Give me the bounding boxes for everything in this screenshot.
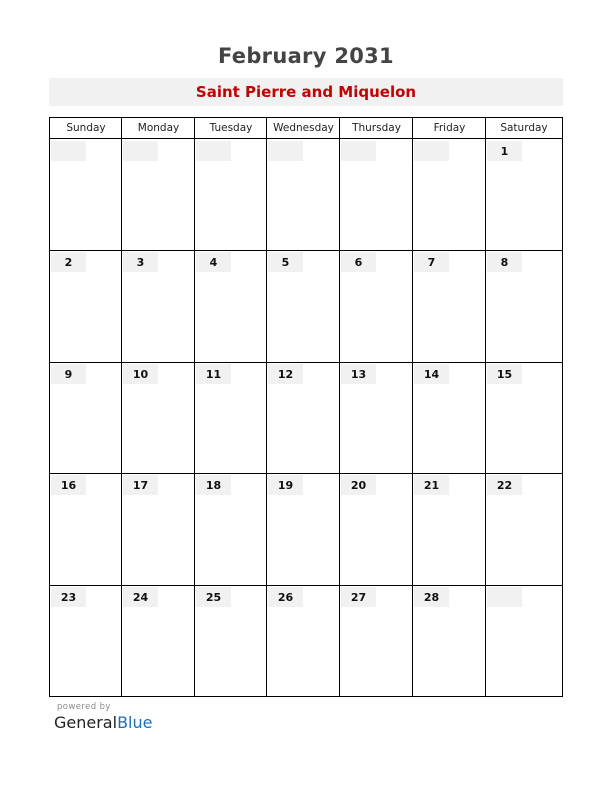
region-name: Saint Pierre and Miquelon <box>195 83 417 101</box>
day-number: 26 <box>268 587 303 607</box>
day-number: 4 <box>196 252 231 272</box>
day-number: 19 <box>268 475 303 495</box>
day-number: 25 <box>196 587 231 607</box>
weekday-header: Wednesday <box>273 122 334 134</box>
day-number: 7 <box>414 252 449 272</box>
day-cell[interactable] <box>486 474 561 585</box>
day-cell[interactable] <box>122 251 194 362</box>
day-cell[interactable] <box>267 363 339 473</box>
day-number: 23 <box>51 587 86 607</box>
weekday-header: Sunday <box>66 122 106 134</box>
day-number: 8 <box>487 252 522 272</box>
day-number: 6 <box>341 252 376 272</box>
day-number: 18 <box>196 475 231 495</box>
day-cell[interactable] <box>195 140 266 250</box>
day-cell[interactable] <box>122 363 194 473</box>
day-number: 24 <box>123 587 158 607</box>
day-number: 3 <box>123 252 158 272</box>
weekday-header: Tuesday <box>209 122 253 134</box>
calendar-grid <box>49 117 563 697</box>
day-number: 12 <box>268 364 303 384</box>
day-cell[interactable] <box>413 474 485 585</box>
day-number: 10 <box>123 364 158 384</box>
day-number: 5 <box>268 252 303 272</box>
day-cell[interactable] <box>413 251 485 362</box>
day-cell[interactable] <box>122 586 194 696</box>
day-cell[interactable] <box>486 586 561 696</box>
day-number <box>51 141 86 161</box>
brand-blue: Blue <box>117 713 153 732</box>
day-number: 21 <box>414 475 449 495</box>
weekday-header: Thursday <box>352 122 401 134</box>
day-number: 16 <box>51 475 86 495</box>
day-number: 15 <box>487 364 522 384</box>
day-cell[interactable] <box>413 140 485 250</box>
day-number <box>268 141 303 161</box>
powered-by-label: powered by <box>57 702 111 712</box>
day-number: 22 <box>487 475 522 495</box>
day-cell[interactable] <box>195 586 266 696</box>
day-cell[interactable] <box>50 363 121 473</box>
weekday-header: Saturday <box>500 122 548 134</box>
day-cell[interactable] <box>267 586 339 696</box>
day-cell[interactable] <box>50 140 121 250</box>
day-cell[interactable] <box>195 363 266 473</box>
day-number <box>341 141 376 161</box>
calendar-title: February 2031 <box>218 44 394 68</box>
day-cell[interactable] <box>195 474 266 585</box>
day-cell[interactable] <box>340 363 412 473</box>
day-number: 11 <box>196 364 231 384</box>
day-cell[interactable] <box>122 474 194 585</box>
day-number <box>123 141 158 161</box>
day-number: 28 <box>414 587 449 607</box>
day-cell[interactable] <box>267 140 339 250</box>
day-number <box>196 141 231 161</box>
day-cell[interactable] <box>486 251 561 362</box>
day-cell[interactable] <box>50 586 121 696</box>
day-cell[interactable] <box>122 140 194 250</box>
day-number <box>414 141 449 161</box>
day-cell[interactable] <box>340 474 412 585</box>
day-cell[interactable] <box>413 363 485 473</box>
day-number: 17 <box>123 475 158 495</box>
day-cell[interactable] <box>486 363 561 473</box>
day-number: 14 <box>414 364 449 384</box>
weekday-header: Friday <box>433 122 466 134</box>
day-cell[interactable] <box>340 140 412 250</box>
day-cell[interactable] <box>50 251 121 362</box>
brand-general: General <box>54 713 118 732</box>
day-cell[interactable] <box>486 140 561 250</box>
day-cell[interactable] <box>50 474 121 585</box>
day-cell[interactable] <box>267 474 339 585</box>
day-number: 2 <box>51 252 86 272</box>
day-number: 9 <box>51 364 86 384</box>
day-cell[interactable] <box>413 586 485 696</box>
day-number: 13 <box>341 364 376 384</box>
day-number: 1 <box>487 141 522 161</box>
day-cell[interactable] <box>340 251 412 362</box>
day-number <box>487 587 522 607</box>
day-cell[interactable] <box>267 251 339 362</box>
day-cell[interactable] <box>195 251 266 362</box>
weekday-header: Monday <box>137 122 180 134</box>
day-number: 20 <box>341 475 376 495</box>
generalblue-logo <box>54 713 152 732</box>
day-cell[interactable] <box>340 586 412 696</box>
day-number: 27 <box>341 587 376 607</box>
region-banner <box>49 78 563 106</box>
